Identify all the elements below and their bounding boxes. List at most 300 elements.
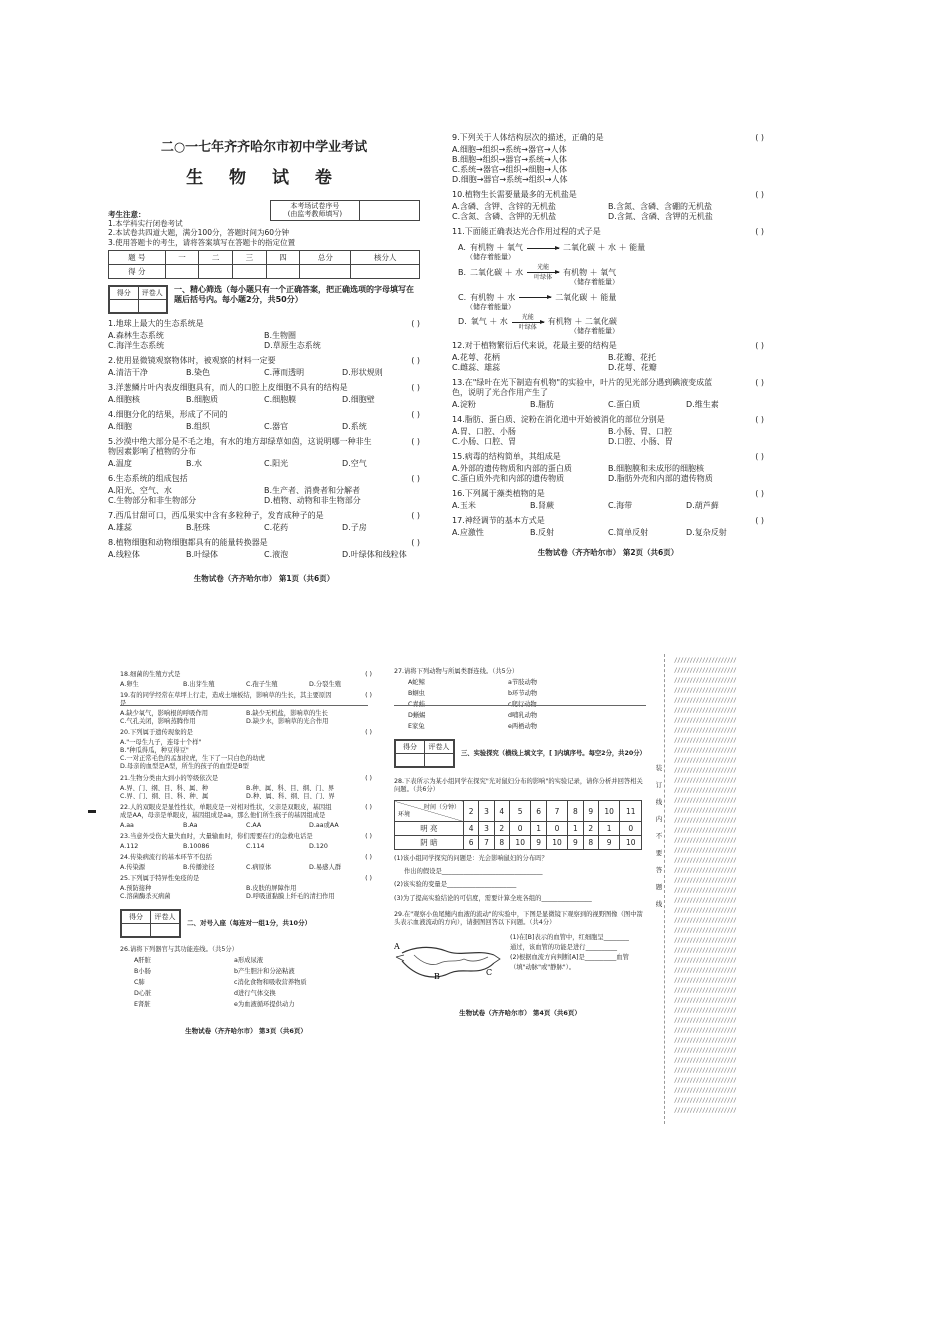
option[interactable]: B.胚珠 [186,523,211,532]
match-right-item[interactable]: e为血液循环提供动力 [234,1001,295,1009]
count-cell: 10 [509,836,531,850]
score-cell[interactable] [199,265,233,279]
question [120,854,372,862]
answer-bracket[interactable]: ( ) [755,190,764,199]
answer-bracket[interactable]: ( ) [365,874,372,882]
match-right-item[interactable]: d哺乳动物 [508,712,538,720]
binding-hatch-pattern: //////////////////// //////////////////// //////////////////// //////////////////// //////////////////// //////////////////// //////////////////// //////////////////// //////////////////// //////////////////// //////////////////// //////////////////// //////////////////// //////////////////// //////////////////// //////////////////// //////////////////// //////////////////// //////////////////// //////////////////// //////////////////// //////////////////// //////////////////// //////////////////// //////////////////// //////////////////// //////////////////// //////////////////// //////////////////// //////////////////// //////////////////// //////////////////// //////////////////// //////////////////// //////////////////// //////////////////// //////////////////// //////////////////// //////////////////// //////////////////// //////////////////// //////////////////// //////////////////// //////////////////// //////////////////// //////////////////// [674,657,737,1114]
grader-box [108,285,168,314]
equation-label: A. [458,243,466,252]
option[interactable]: B.细胞质 [186,395,219,404]
question-stem: 14.脂肪、蛋白质、淀粉在消化道中开始被消化的部位分别是 [452,415,665,424]
option[interactable]: D.脂肪外壳和内部的遗传物质 [608,474,713,483]
count-cell: 0 [546,822,568,836]
option[interactable]: C.蛋白质 [608,400,641,409]
answer-bracket[interactable]: ( ) [411,538,420,547]
option[interactable]: A.花萼、花柄 [452,353,500,362]
option[interactable]: A.界、门、纲、目、科、属、种 [120,784,209,792]
question [120,833,372,841]
question [452,452,764,462]
question [452,378,764,398]
question-29: 29.在"观察小鱼尾鳍内血液的流动"的实验中，下图是显微镜下观察到的视野图像（图中箭头表示血液流动的方向），请据图回答以下问题。（共4分） [394,910,643,926]
option[interactable]: A.雄蕊 [108,523,132,532]
answer-bracket[interactable]: ( ) [755,133,764,142]
option[interactable]: B.水 [186,459,203,468]
answer-bracket[interactable]: ( ) [411,437,420,446]
count-cell: 9 [531,836,546,850]
match-right-item[interactable]: a形成尿液 [234,957,264,965]
question-stem: 23.当意外受伤大量失血时，大量输血时，你们需要在行的急救电话是 [120,832,313,840]
match-right-item[interactable]: c消化食物和吸收营养物质 [234,979,307,987]
question [120,729,372,737]
equation-label: C. [458,292,467,302]
option[interactable]: B.组织 [186,422,211,431]
q29-part: 通过，该血管的功能是进行__________ [510,943,618,951]
count-cell: 1 [568,822,583,836]
q28-part[interactable]: (2)该实验的变量是______________________ [394,881,517,889]
options [108,422,420,432]
binding-char: 答 [655,866,663,874]
answer-bracket[interactable]: ( ) [365,832,372,840]
photosynthesis-equations [452,243,764,336]
answer-bracket[interactable]: ( ) [411,511,420,520]
count-cell: 6 [464,836,479,850]
section-2-header [120,909,372,938]
answer-bracket[interactable]: ( ) [411,356,420,365]
arrow-condition-above: 光能 [537,264,550,272]
score-cell[interactable] [165,265,199,279]
score-cell[interactable] [232,265,266,279]
option[interactable]: B.叶绿体 [186,550,219,559]
option[interactable]: D.口腔、小肠、胃 [608,437,673,446]
option[interactable]: B.染色 [186,368,211,377]
corner-time-label: 时间（分钟） [423,803,460,811]
table-row [395,822,642,836]
grader-name-field[interactable] [425,754,454,767]
options [120,785,372,801]
option[interactable]: C.雌蕊、雄蕊 [452,363,501,372]
option[interactable]: B.细胞→组织→器官→系统→人体 [452,155,567,164]
vessel-label-c: C [486,967,493,977]
option[interactable]: C.AA [246,821,262,829]
option[interactable]: C.花药 [264,523,289,532]
option[interactable]: D.空气 [342,459,367,468]
option[interactable]: C.液泡 [264,550,289,559]
grader-name-field[interactable] [151,924,180,937]
options [120,885,372,901]
grader-box [394,739,455,768]
match-right-item[interactable]: b环节动物 [508,690,538,698]
option[interactable]: A."一母生九子，连母十个样" [120,739,202,747]
score-cell[interactable] [300,265,351,279]
answer-bracket[interactable]: ( ) [365,692,372,700]
answer-bracket[interactable]: ( ) [365,803,372,811]
equation-option[interactable] [452,313,764,336]
question-stem: 8.植物细胞和动物细胞都具有的能量转换器是 [108,538,268,547]
option[interactable]: D.aa或AA [309,821,339,829]
score-header: 总分 [300,251,351,265]
equation-option[interactable] [452,264,764,287]
equation-option[interactable] [452,243,764,262]
page-1 [108,140,420,583]
matching-row [120,979,372,987]
equation-products: 二氧化碳 ＋ 能量 [555,292,617,302]
option[interactable]: C.小肠、口腔、胃 [452,437,517,446]
binding-char: 订 [655,781,663,789]
grader-score-field[interactable] [396,754,425,767]
option[interactable]: D.缺少水，影响草的光合作用 [246,718,329,726]
option[interactable]: A.112 [120,842,139,850]
option[interactable]: C.阳光 [264,459,289,468]
option[interactable]: D.草原生态系统 [264,341,321,350]
option[interactable]: D.植物、动物和非生物部分 [264,496,361,505]
option[interactable]: A.温度 [108,459,132,468]
score-header: 一 [165,251,199,265]
option[interactable]: D.花萼、花瓣 [608,363,657,372]
option[interactable]: A.线粒体 [108,550,140,559]
match-left-item[interactable]: C青蛙 [408,701,425,709]
option[interactable]: D.呼吸道黏膜上纤毛的清扫作用 [246,893,335,901]
option[interactable]: C.孢子生殖 [246,681,278,689]
equation-line [458,313,764,331]
option[interactable]: A.清洁干净 [108,368,148,377]
option[interactable]: B.传播途径 [183,863,215,871]
option[interactable]: B."种瓜得瓜，种豆得豆" [120,747,189,755]
count-cell: 0 [509,822,531,836]
options [108,395,420,405]
option[interactable]: A.细胞 [108,422,132,431]
option[interactable]: A.森林生态系统 [108,331,164,340]
answer-bracket[interactable]: ( ) [411,319,420,328]
matching-row [394,690,646,698]
binding-char: 线 [655,900,663,908]
option[interactable]: C.蛋白质外壳和内部的遗传物质 [452,474,565,483]
option[interactable]: A.淀粉 [452,400,476,409]
option[interactable]: D.系统 [342,422,367,431]
environment-label: 明 亮 [395,822,464,836]
answer-bracket[interactable]: ( ) [755,378,764,387]
question-29-body [394,933,646,991]
option[interactable]: C.系统→器官→组织→细胞→人体 [452,165,567,174]
option[interactable]: D.子房 [342,523,367,532]
matching-row [120,990,372,998]
option[interactable]: C.简单反射 [608,528,649,537]
score-cell[interactable] [351,265,420,279]
match-right-item[interactable]: d进行气体交换 [234,990,276,998]
score-table [108,250,420,279]
option[interactable]: B.细胞膜和未成形的细胞核 [608,464,705,473]
matching-row [394,712,646,720]
match-right-item[interactable]: c爬行动物 [508,701,537,709]
option[interactable]: A.应激性 [452,528,484,537]
time-header-cell: 4 [494,801,509,822]
page-2-questions-b [452,341,764,538]
equation-reactants: 有机物 ＋ 水 [470,292,516,302]
option[interactable]: A.阳光、空气、水 [108,486,172,495]
option[interactable]: A.aa [120,821,134,829]
answer-bracket[interactable]: ( ) [365,853,372,861]
count-cell: 8 [583,836,598,850]
options [120,739,372,771]
q28-part[interactable]: 作出的假设是________________________________ [404,868,543,876]
option[interactable]: C.病原体 [246,863,272,871]
option[interactable]: B.种、属、科、目、纲、门、界 [246,784,335,792]
option[interactable]: A.外部的遗传物质和内部的蛋白质 [452,464,572,473]
question-stem: 2.使用显微镜观察物体时，被观察的材料一定要 [108,356,276,365]
answer-bracket[interactable]: ( ) [411,383,420,392]
option[interactable]: C.海洋生态系统 [108,341,165,350]
binding-char: 要 [655,849,663,857]
option[interactable]: D.120 [309,842,328,850]
options [108,368,420,378]
option[interactable]: D.含氮、含磷、含钾的无机盐 [608,212,713,221]
score-header: 二 [199,251,233,265]
binding-char: 题 [655,883,663,891]
question-stem: 4.细胞分化的结果，形成了不同的 [108,410,228,419]
match-left-item[interactable]: B蛔虫 [408,690,425,698]
answer-bracket[interactable]: ( ) [365,671,372,678]
match-left-item[interactable]: E肾脏 [134,1001,151,1009]
pillbug-data-table [394,800,642,850]
arrow-condition-above: 光能 [521,313,534,321]
equation-reactants: 氧气 ＋ 水 [470,317,508,327]
options [108,550,420,560]
option[interactable]: C.含氮、含磷、含钾的无机盐 [452,212,557,221]
option[interactable]: A.缺少氧气，影响根的呼吸作用 [120,710,209,718]
notice-3: 3.使用答题卡的考生，请将答案填写在答题卡的指定位置 [108,237,296,247]
question-stem: 5.沙漠中绝大部分是不毛之地，有水的地方却绿草如茵，这说明哪一种非生物因素影响了植物的分布 [108,437,372,456]
score-header: 题 号 [109,251,166,265]
time-header-cell: 2 [464,801,479,822]
option[interactable]: A.玉米 [452,501,476,510]
option[interactable]: B.皮肤的屏障作用 [246,885,297,893]
option[interactable]: D.叶绿体和线粒体 [342,550,407,559]
match-right-item[interactable]: a节肢动物 [508,679,538,687]
option[interactable]: A.含磷、含钾、含锌的无机盐 [452,202,556,211]
option[interactable]: C.界、门、纲、目、科、种、属 [120,792,209,800]
question-28-parts [394,855,646,902]
answer-bracket[interactable]: ( ) [411,474,420,483]
equation-reactants: 二氧化碳 ＋ 水 [470,267,524,277]
count-cell: 10 [620,836,642,850]
count-cell: 9 [568,836,583,850]
answer-bracket[interactable]: ( ) [755,489,764,498]
equation-note: （储存着能量） [466,253,515,261]
count-cell: 7 [479,836,494,850]
option[interactable]: A.预防接种 [120,885,152,893]
question-29-parts [510,933,629,991]
options [108,486,420,506]
time-header-cell: 6 [531,801,546,822]
match-left-item[interactable]: A肝脏 [134,957,151,965]
page-1-footer: 生物试卷（齐齐哈尔市） 第1页（共6页） [193,574,335,583]
option[interactable]: A.细胞→组织→系统→器官→人体 [452,145,567,154]
match-left-item[interactable]: D蜥蜴 [408,712,426,720]
arrow-condition-below: 叶绿体 [518,323,537,331]
option[interactable]: C.薄而透明 [264,368,305,377]
option[interactable]: D.细胞→器官→系统→组织→人体 [452,175,568,184]
options [452,145,764,185]
match-left-item[interactable]: B小肠 [134,968,151,976]
option[interactable]: B.脂肪 [530,400,555,409]
score-row-label: 得 分 [109,265,166,279]
equation-option[interactable] [452,293,764,312]
count-cell: 3 [479,822,494,836]
scan-line [394,705,646,706]
option[interactable]: B.缺少无机盐，影响草的生长 [246,710,328,718]
grader-score-label: 得分 [396,741,425,754]
question-stem: 19.有的同学经常在草坪上行走，造成土壤板结，影响草的生长，其主要原因是 [120,692,332,708]
option[interactable]: D.细胞壁 [342,395,375,404]
options [452,353,764,373]
option[interactable]: B.出芽生殖 [183,681,215,689]
match-right-item[interactable]: b产生胆汁和分泌粘液 [234,968,295,976]
q28-part[interactable]: (3)为了提高实验结论的可信度，需要计算全班各组的________________ [394,894,592,902]
option[interactable]: C.气孔关闭，影响蒸腾作用 [120,718,196,726]
option[interactable]: C.生物部分和非生物部分 [108,496,197,505]
option[interactable]: C.114 [246,842,265,850]
option[interactable]: D.分裂生殖 [309,681,342,689]
question-stem: 6.生态系统的组成包括 [108,474,188,483]
option[interactable]: B.生物圈 [264,331,297,340]
option[interactable]: A.胃、口腔、小肠 [452,427,516,436]
option[interactable]: D.维生素 [686,400,719,409]
match-left-item[interactable]: A蛇鲸 [408,679,425,687]
answer-bracket[interactable]: ( ) [755,227,764,236]
question-stem: 17.神经调节的基本方式是 [452,516,545,525]
grader-score-field[interactable] [110,300,139,313]
question [108,538,420,548]
grader-box [120,909,181,938]
option[interactable]: C.一对正常毛色的孟加拉虎，生下了一只白色的幼虎 [120,755,265,763]
question-stem: 1.地球上最大的生态系统是 [108,319,204,328]
options [452,501,764,511]
grader-name-label: 评卷人 [151,911,180,924]
question-stem: 20.下列属于遗传现象的是 [120,729,193,737]
question-stem: 25.下列属于特异性免疫的是 [120,874,200,882]
option[interactable]: D.葫芦藓 [686,501,719,510]
question [452,489,764,499]
option[interactable]: A.传染源 [120,863,146,871]
matching-row [120,968,372,976]
count-cell: 9 [598,836,620,850]
count-cell: 2 [583,822,598,836]
option[interactable]: B.肾蕨 [530,501,555,510]
option[interactable]: B.花瓣、花托 [608,353,657,362]
grader-name-label: 评卷人 [138,287,167,300]
option[interactable]: B.生产者、消费者和分解者 [264,486,361,495]
option[interactable]: C.溶菌酶杀灭病菌 [120,893,171,901]
section-3-header [394,739,646,768]
page-1-questions [108,319,420,560]
option[interactable]: B.反射 [530,528,555,537]
option[interactable]: B.含氮、含磷、含硼的无机盐 [608,202,713,211]
answer-bracket[interactable]: ( ) [365,774,372,782]
count-cell: 2 [494,822,509,836]
option[interactable]: C.器官 [264,422,289,431]
scan-line [120,705,368,706]
options [452,202,764,222]
question [120,804,372,820]
question-stem: 7.西瓜甘甜可口，西瓜果实中含有多粒种子，发育成种子的是 [108,511,324,520]
question [108,511,420,521]
option[interactable]: D.种、属、科、纲、目、门、界 [246,792,335,800]
score-cell[interactable] [266,265,300,279]
option[interactable]: D.母亲的血型是A型，所生的孩子的血型是B型 [120,763,249,771]
answer-bracket[interactable]: ( ) [755,452,764,461]
option[interactable]: A.细胞核 [108,395,140,404]
question-stem: 16.下列属于藻类植物的是 [452,489,545,498]
question [452,341,764,351]
option[interactable]: B.Aa [183,821,198,829]
count-cell: 1 [531,822,546,836]
question [120,775,372,783]
section-1-header [108,285,420,314]
options [120,710,372,726]
options [108,459,420,469]
binding-char: 线 [655,798,663,806]
options [452,528,764,538]
answer-bracket[interactable]: ( ) [365,729,372,737]
section-3-title: 三、实验探究（横线上填文字，[ ]内填序号。每空2分，共20分） [461,749,646,757]
match-left-item[interactable]: E家兔 [408,723,425,731]
notice-1: 1.本学科实行闭卷考试 [108,218,183,228]
answer-bracket[interactable]: ( ) [755,415,764,424]
grader-score-field[interactable] [122,924,151,937]
q29-part: (2)根据血流方向判断[A]是__________血管 [510,953,629,961]
grader-name-field[interactable] [138,300,167,313]
question [452,190,764,200]
options [108,331,420,351]
option[interactable]: D.易感人群 [309,863,342,871]
option[interactable]: C.细胞膜 [264,395,297,404]
question-stem: 12.对于植物繁衍后代来说，花最主要的结构是 [452,341,617,350]
exam-title: 二○一七年齐齐哈尔市初中学业考试 [160,140,368,155]
page-2-questions-a [452,133,764,237]
options [452,427,764,447]
question [108,410,420,420]
equation-line [458,293,764,303]
match-right-item[interactable]: e两栖动物 [508,723,538,731]
option[interactable]: D.形状规则 [342,368,383,377]
binding-char: 不 [655,832,663,840]
option[interactable]: A.卵生 [120,681,139,689]
vessel-label-b: B [434,971,440,981]
match-left-item[interactable]: C肺 [134,979,145,987]
option[interactable]: B.小肠、胃、口腔 [608,427,673,436]
count-cell: 0 [620,822,642,836]
option[interactable]: B.10086 [183,842,210,850]
answer-bracket[interactable]: ( ) [755,341,764,350]
option[interactable]: D.复杂反射 [686,528,727,537]
answer-bracket[interactable]: ( ) [755,516,764,525]
table-corner [395,801,464,822]
reaction-arrow [512,313,544,331]
time-header-cell: 3 [479,801,494,822]
match-left-item[interactable]: D心脏 [134,990,152,998]
seat-number-field[interactable] [359,201,419,221]
binding-fold-line [664,654,665,1124]
options [452,464,764,484]
table-header-row [395,801,642,822]
grader-name-label: 评卷人 [425,741,454,754]
matching-row [394,723,646,731]
q28-part[interactable]: (1)该小组同学探究的问题是：光会影响鼠妇的分布吗？ [394,855,548,863]
question-stem: 24.传染病流行的基本环节不包括 [120,853,212,861]
option[interactable]: C.海带 [608,501,633,510]
question [108,319,420,329]
answer-bracket[interactable]: ( ) [411,410,420,419]
